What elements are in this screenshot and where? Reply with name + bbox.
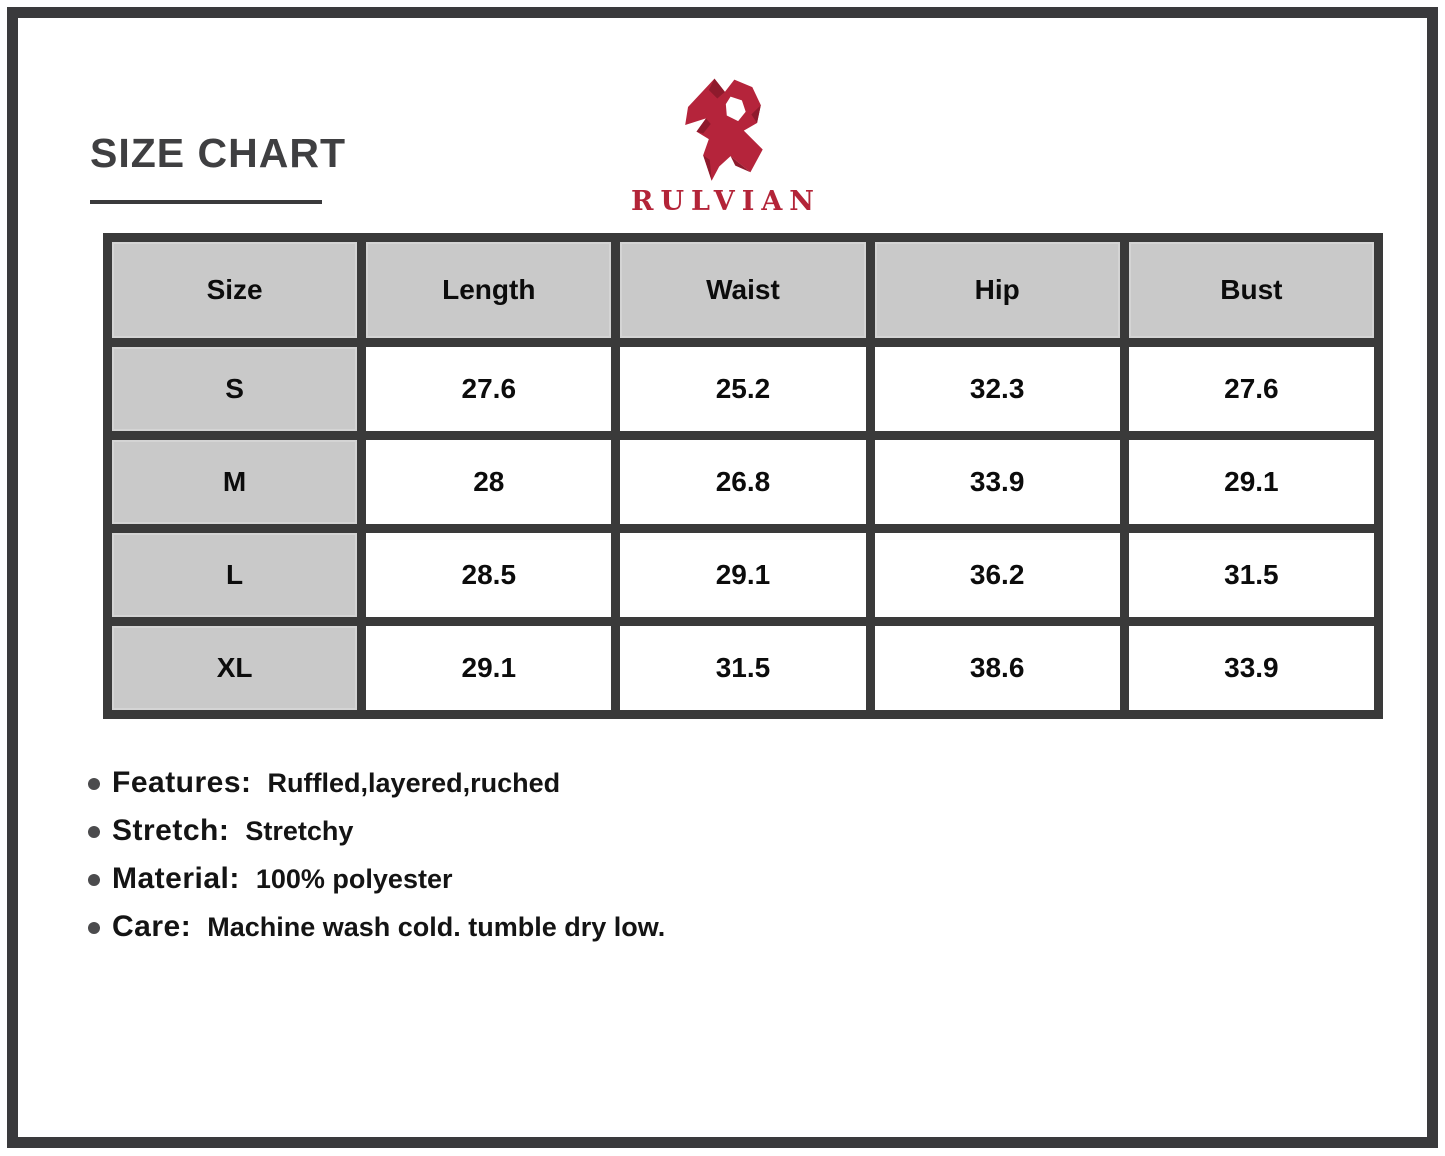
value-cell: 29.1: [1129, 440, 1374, 524]
column-header-size: Size: [112, 242, 357, 338]
column-header-hip: Hip: [875, 242, 1120, 338]
value-cell: 28: [366, 440, 611, 524]
value-cell: 31.5: [620, 626, 865, 710]
size-cell: S: [112, 347, 357, 431]
product-details-list: [88, 766, 665, 958]
value-cell: 28.5: [366, 533, 611, 617]
brand-name: RULVIAN: [631, 186, 821, 217]
value-cell: 27.6: [1129, 347, 1374, 431]
table-row-l: [112, 533, 1374, 617]
value-cell: 26.8: [620, 440, 865, 524]
value-cell: 36.2: [875, 533, 1120, 617]
value-cell: 38.6: [875, 626, 1120, 710]
title-underline: [90, 200, 322, 204]
value-cell: 29.1: [366, 626, 611, 710]
size-chart-table: [103, 233, 1383, 719]
value-cell: 33.9: [1129, 626, 1374, 710]
detail-label: Material:: [112, 862, 240, 895]
size-cell: XL: [112, 626, 357, 710]
column-header-bust: Bust: [1129, 242, 1374, 338]
detail-value: 100% polyester: [255, 864, 453, 894]
table-row-m: [112, 440, 1374, 524]
bullet-icon: [88, 874, 100, 886]
page-title: SIZE CHART: [90, 130, 346, 176]
detail-label: Care:: [112, 910, 192, 943]
detail-item-material: [88, 862, 665, 897]
detail-item-features: [88, 766, 665, 801]
page-frame: [7, 7, 1438, 1148]
value-cell: 29.1: [620, 533, 865, 617]
bullet-icon: [88, 826, 100, 838]
table-row-s: [112, 347, 1374, 431]
bullet-icon: [88, 922, 100, 934]
size-cell: L: [112, 533, 357, 617]
table-row-xl: [112, 626, 1374, 710]
value-cell: 27.6: [366, 347, 611, 431]
rulvian-r-monogram-icon: [671, 66, 775, 182]
detail-value: Ruffled,layered,ruched: [267, 768, 561, 798]
detail-value: Machine wash cold. tumble dry low.: [207, 912, 666, 942]
bullet-icon: [88, 778, 100, 790]
table-header-row: [112, 242, 1374, 338]
column-header-waist: Waist: [620, 242, 865, 338]
column-header-length: Length: [366, 242, 611, 338]
detail-item-care: [88, 910, 665, 945]
value-cell: 25.2: [620, 347, 865, 431]
value-cell: 31.5: [1129, 533, 1374, 617]
value-cell: 33.9: [875, 440, 1120, 524]
detail-item-stretch: [88, 814, 665, 849]
brand-logo: [593, 66, 853, 217]
detail-label: Stretch:: [112, 814, 230, 847]
size-cell: M: [112, 440, 357, 524]
detail-value: Stretchy: [245, 816, 354, 846]
detail-label: Features:: [112, 766, 252, 799]
value-cell: 32.3: [875, 347, 1120, 431]
